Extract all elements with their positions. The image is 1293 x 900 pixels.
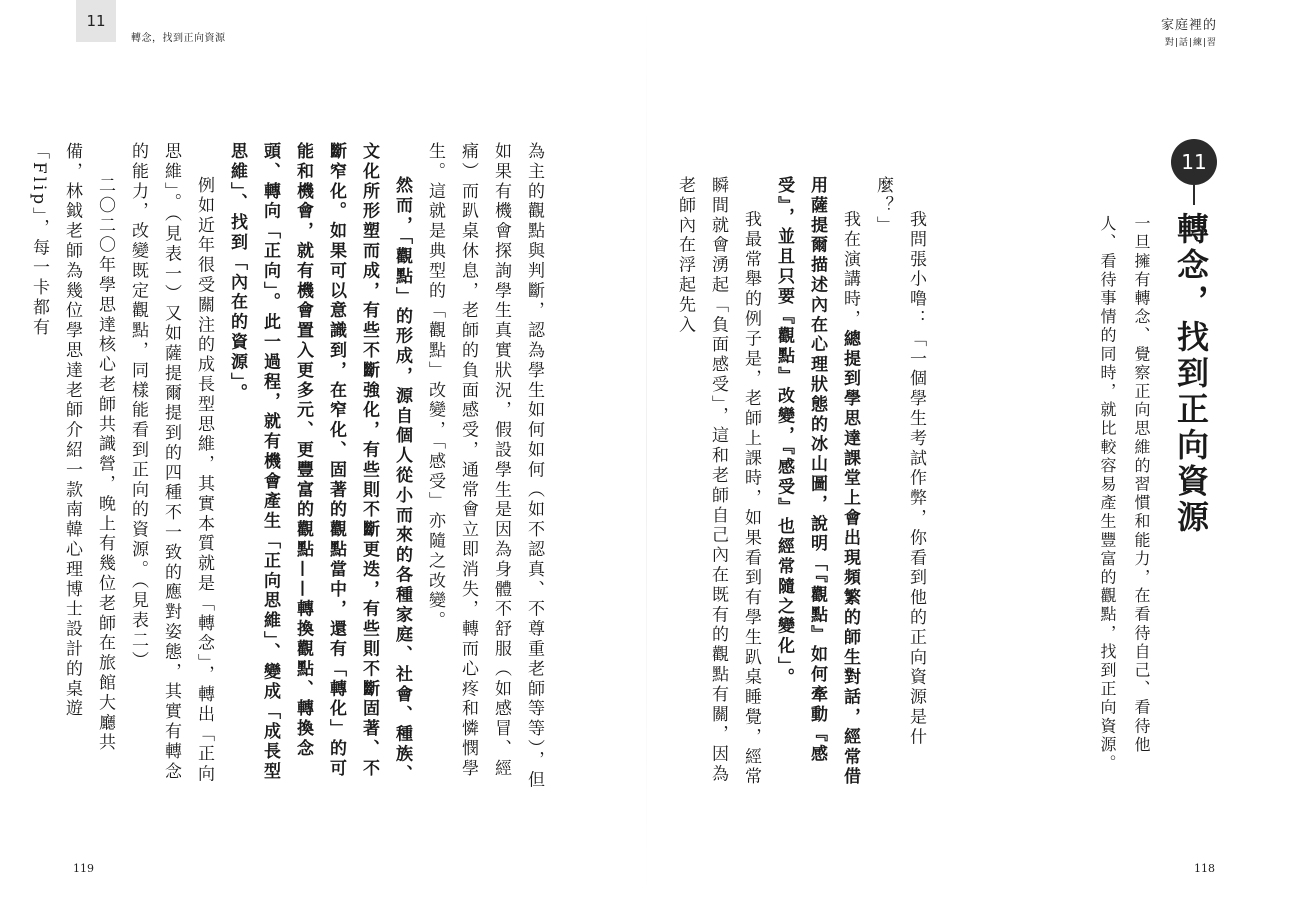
page-gutter [646,0,647,900]
chapter-tab: 11 [76,0,116,42]
paragraph [767,176,866,792]
book-title-sub: 對|話|練|習 [1164,38,1217,48]
right-page-body [675,176,932,792]
paragraph-bold-text: 總提到學思達課堂上會出現頻繁的師生對話，經常借用薩提爾描述內在心理狀態的冰山圖，說明「『觀點』如何牽動『感受』，並且只要『觀點』改變，『感受』也經常隨之變化」。 [774,176,860,788]
chapter-title: 轉念，找到正向資源 [1172,212,1210,536]
paragraph: 然而，「觀點」的形成，源自個人從小而來的各種家庭、社會、種族、文化所形塑而成，有些不斷強化，有些則不斷更迭，有些則不斷固著、不斷窄化。如果可以意識到，在窄化、固著的觀點當中，還有「轉化」的可能和機會，就有機會置入更多元、更豐富的觀點——轉換觀點、轉換念頭、轉向「正向」。此一過程，就有機會產生「正向思維」、變成「成長型思維」、找到「內在的資源」。 [227,142,412,785]
page-number-left: 119 [73,862,94,875]
paragraph: 我問張小噜：「一個學生考試作弊，你看到他的正向資源是什麼？」 [873,176,926,748]
book-title-main: 家庭裡的 [1160,18,1217,33]
page-number-right: 118 [1194,862,1215,875]
paragraph: 例如近年很受關注的成長型思維，其實本質就是「轉念」，轉出「正向思維」。（見表一）又如薩提爾提到的四種不一致的應對姿態，其實有轉念的能力，改變既定觀點，同樣能看到正向的資源。（見表二） [128,142,214,785]
paragraph-lead: 我在演講時， [840,210,860,330]
paragraph: 我最常舉的例子是，老師上課時，如果看到有學生趴桌睡覺，經常瞬間就會湧起「負面感受」，這和老師自己內在既有的觀點有關，因為老師內在浮起先入 [675,176,761,788]
left-page-body [29,142,550,792]
chapter-connector-line [1193,185,1195,205]
paragraph: 為主的觀點與判斷，認為學生如何如何（如不認真、不尊重老師等等），但如果有機會探詢學生真實狀況，假設學生是因為身體不舒服（如感冒、經痛）而趴桌休息，老師的負面感受，通常會立即消失，轉而心疼和憐憫學生。這就是典型的「觀點」改變，「感受」亦隨之改變。 [425,142,544,791]
paragraph: 二〇二〇年學思達核心老師共識營，晚上有幾位老師在旅館大廳共備，林鉞老師為幾位學思達老師介紹一款南韓心理博士設計的桌遊「Flip」，每一卡都有 [29,142,115,754]
chapter-intro: 一旦擁有轉念、覺察正向思維的習慣和能力，在看待自己、看待他人、看待事情的同時，就比較容易產生豐富的觀點，找到正向資源。 [1098,215,1151,773]
running-head: 轉念，找到正向資源 [131,33,226,44]
book-title [1161,14,1217,48]
chapter-number-badge: 11 [1171,139,1217,185]
